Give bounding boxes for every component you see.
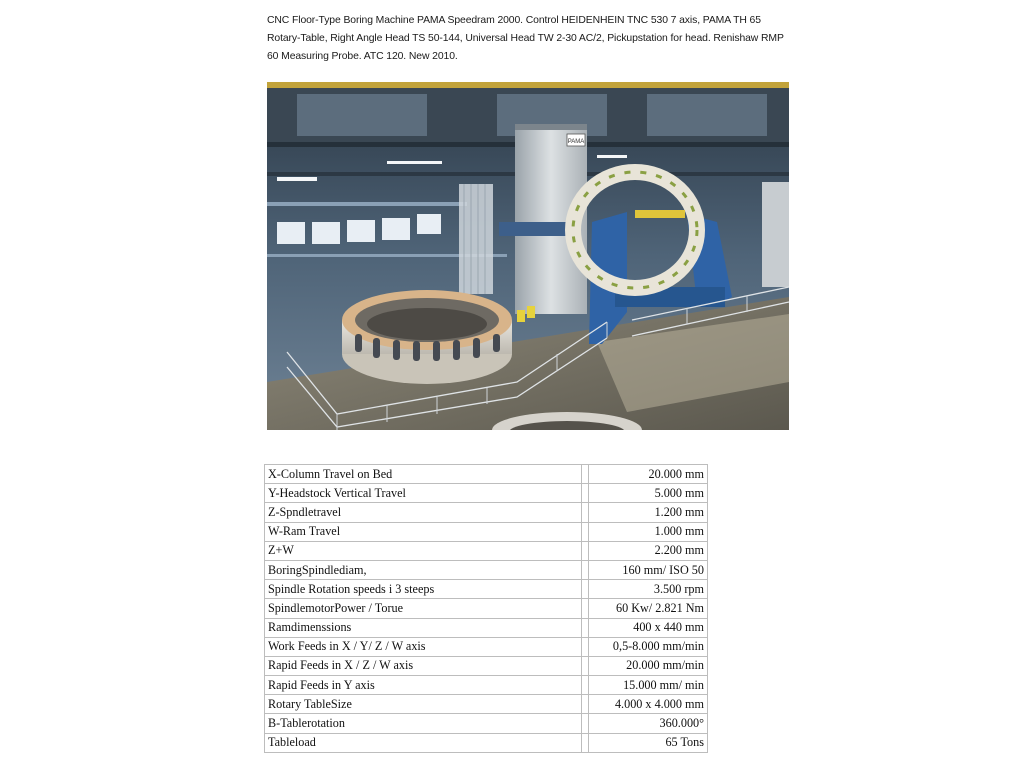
spec-spacer [582,714,589,733]
spec-label: W-Ram Travel [265,522,582,541]
spec-row [265,503,708,522]
spec-spacer [582,637,589,656]
spec-spacer [582,484,589,503]
spec-label: BoringSpindlediam, [265,560,582,579]
spec-value: 5.000 mm [589,484,708,503]
spec-spacer [582,465,589,484]
spec-value: 60 Kw/ 2.821 Nm [589,599,708,618]
spec-spacer [582,580,589,599]
spec-spacer [582,695,589,714]
spec-label: X-Column Travel on Bed [265,465,582,484]
spec-value: 20.000 mm/min [589,656,708,675]
spec-label: SpindlemotorPower / Torue [265,599,582,618]
spec-spacer [582,503,589,522]
spec-row [265,676,708,695]
spec-spacer [582,676,589,695]
spec-row [265,618,708,637]
spec-row [265,541,708,560]
spec-value: 2.200 mm [589,541,708,560]
spec-row [265,656,708,675]
spec-value: 0,5-8.000 mm/min [589,637,708,656]
spec-label: Work Feeds in X / Y/ Z / W axis [265,637,582,656]
spec-label: Tableload [265,733,582,752]
spec-value: 360.000° [589,714,708,733]
spec-spacer [582,522,589,541]
spec-value: 400 x 440 mm [589,618,708,637]
spec-label: Y-Headstock Vertical Travel [265,484,582,503]
spec-value: 160 mm/ ISO 50 [589,560,708,579]
spec-label: Z-Spndletravel [265,503,582,522]
spec-value: 15.000 mm/ min [589,676,708,695]
spec-spacer [582,618,589,637]
spec-row [265,599,708,618]
spec-row [265,695,708,714]
machine-photo [267,82,789,430]
spec-row [265,714,708,733]
spec-label: B-Tablerotation [265,714,582,733]
spec-row [265,484,708,503]
spec-row [265,580,708,599]
spec-spacer [582,599,589,618]
machine-label: PAMA [567,139,585,145]
spec-label: Ramdimenssions [265,618,582,637]
spec-row [265,733,708,752]
spec-row [265,522,708,541]
spec-row [265,637,708,656]
spec-value: 1.200 mm [589,503,708,522]
spec-value: 4.000 x 4.000 mm [589,695,708,714]
spec-label: Rotary TableSize [265,695,582,714]
spec-value: 1.000 mm [589,522,708,541]
spec-row [265,465,708,484]
spec-spacer [582,733,589,752]
machine-description: CNC Floor-Type Boring Machine PAMA Speedram 2000. Control HEIDENHEIN TNC 530 7 axis, PAMA TH 65 Rotary-Table, Right Angle Head TS 50-144, Universal Head TW 2-30 AC/2, Pickupstation for head. Renishaw RMP 60 Measuring Probe. ATC 120. New 2010. [267,15,784,62]
spec-row [265,560,708,579]
spec-value: 65 Tons [589,733,708,752]
specifications-table [264,464,708,753]
spec-label: Rapid Feeds in X / Z / W axis [265,656,582,675]
spec-label: Spindle Rotation speeds i 3 steeps [265,580,582,599]
spec-value: 3.500 rpm [589,580,708,599]
spec-spacer [582,560,589,579]
spec-label: Rapid Feeds in Y axis [265,676,582,695]
spec-value: 20.000 mm [589,465,708,484]
spec-spacer [582,656,589,675]
spec-spacer [582,541,589,560]
spec-label: Z+W [265,541,582,560]
